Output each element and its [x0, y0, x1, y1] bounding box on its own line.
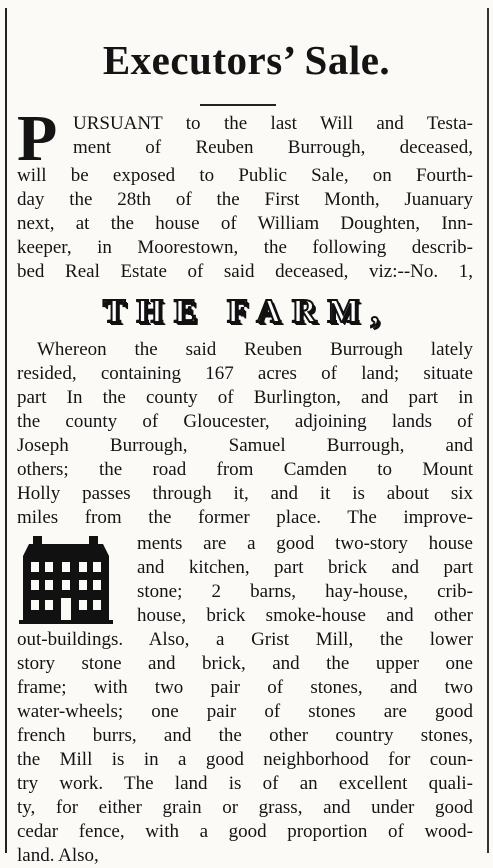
headline: Executors’ Sale.: [102, 37, 391, 83]
farm-description: [17, 338, 473, 530]
description-line: Holly passes through it, and it is about six: [17, 483, 473, 504]
intro-line: will be exposed to Public Sale, on Fourth-: [17, 165, 473, 186]
farm-heading: THE FARM,: [102, 293, 391, 330]
description-line: others; the road from Camden to Mount: [17, 459, 473, 480]
house-side-text: [137, 532, 473, 628]
right-column-rule: [487, 8, 489, 853]
intro-line: next, at the house of William Doughten, Inn-: [17, 213, 473, 234]
body-line: try work. The land is of an excellent quali-: [17, 773, 473, 794]
intro-line: URSUANT to the last Will and Testa-: [73, 113, 473, 134]
house-icon: [19, 534, 113, 626]
house-line: house, brick smoke-house and other: [137, 605, 473, 626]
drop-cap: P: [17, 102, 58, 175]
body-line: out-buildings. Also, a Grist Mill, the lower: [17, 629, 473, 650]
description-line: miles from the former place. The improve-: [17, 507, 473, 528]
intro-line: keeper, in Moorestown, the following describ-: [17, 237, 473, 258]
body-line: french burrs, and the other country stones,: [17, 725, 473, 746]
house-line: and kitchen, part brick and part: [137, 557, 473, 578]
body-line: land. Also,: [17, 845, 99, 866]
description-line: the county of Gloucester, adjoining lands of: [17, 411, 473, 432]
body-line: cedar fence, with a good proportion of wood-: [17, 821, 473, 842]
description-line: resided, containing 167 acres of land; situate: [17, 363, 473, 384]
body-line: frame; with two pair of stones, and two: [17, 677, 473, 698]
body-line: story stone and brick, and the upper one: [17, 653, 473, 674]
body-line: ty, for either grain or grass, and under good: [17, 797, 473, 818]
intro-paragraph: [17, 102, 473, 284]
description-line: Joseph Burrough, Samuel Burrough, and: [17, 435, 473, 456]
intro-line: ment of Reuben Burrough, deceased,: [73, 137, 473, 158]
body-line: the Mill is in a good neighborhood for coun-: [17, 749, 473, 770]
description-line: Whereon the said Reuben Burrough lately: [37, 339, 473, 360]
description-line: part In the county of Burlington, and part in: [17, 387, 473, 408]
house-line: stone; 2 barns, hay-house, crib-: [137, 581, 473, 602]
intro-line: day the 28th of the First Month, Juanuary: [17, 189, 473, 210]
headline-divider: [200, 104, 276, 106]
house-line: ments are a good two-story house: [137, 533, 473, 554]
intro-line: bed Real Estate of said deceased, viz:--No. 1,: [17, 261, 473, 282]
left-column-rule: [5, 8, 7, 853]
body-line: water-wheels; one pair of stones are good: [17, 701, 473, 722]
remaining-text: [17, 628, 473, 868]
